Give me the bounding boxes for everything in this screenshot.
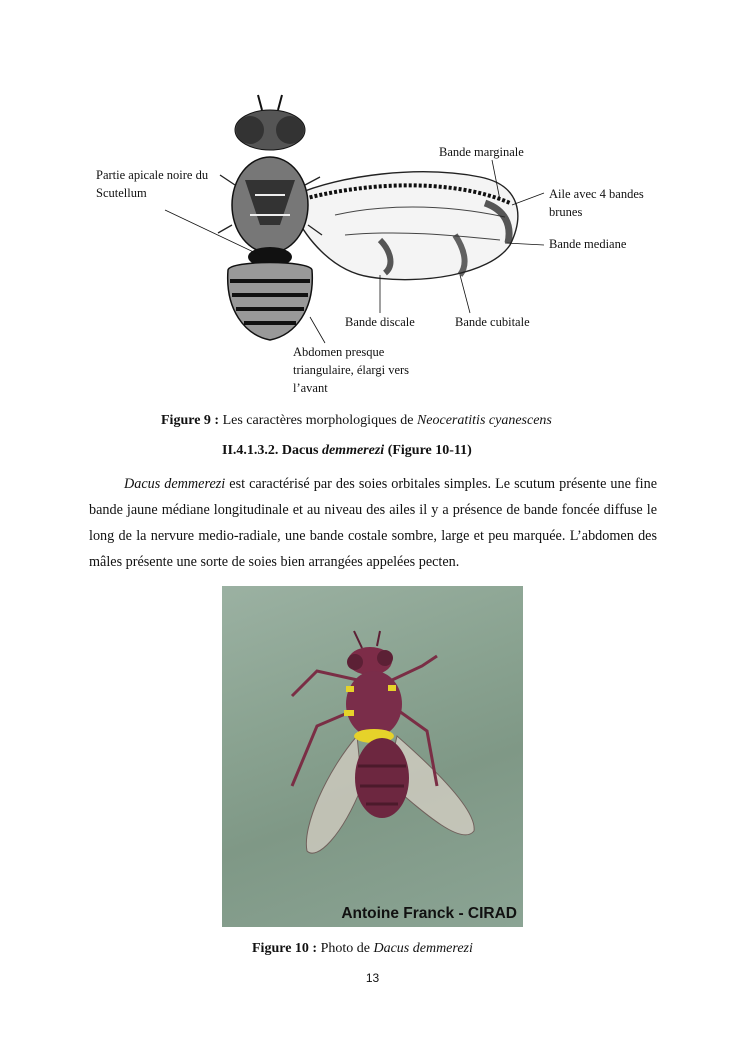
label-bande-discale: Bande discale	[345, 315, 415, 329]
label-abdomen: Abdomen presque triangulaire, élargi vers l’avant	[293, 345, 410, 395]
figure-10-caption-text: Photo de	[320, 941, 370, 956]
section-heading-species: demmerezi	[321, 443, 385, 458]
label-bande-cubitale: Bande cubitale	[455, 315, 530, 329]
section-heading-ref: (Figure 10-11)	[387, 443, 472, 458]
fly-photo-illustration	[222, 586, 523, 927]
photo-credit: Antoine Franck - CIRAD	[341, 905, 517, 922]
figure-9-caption	[161, 413, 552, 429]
paragraph-species: Dacus demmerezi	[124, 476, 226, 492]
figure-10-caption	[252, 941, 473, 957]
section-heading-number: II.4.1.3.2. Dacus	[222, 443, 319, 458]
section-heading	[222, 443, 472, 459]
figure-9-caption-species: Neoceratitis cyanescens	[416, 413, 552, 428]
label-aile-4-bandes: Aile avec 4 bandes brunes	[549, 187, 644, 219]
figure-9-caption-prefix: Figure 9 :	[161, 413, 220, 428]
label-bande-mediane: Bande mediane	[549, 237, 627, 251]
body-paragraph	[89, 471, 657, 575]
paragraph-text: est caractérisé par des soies orbitales simples. Le scutum présente une fine bande jaune médiane longitudinale et au niveau des ailes il y a présence de bande foncée diffuse le long de la nervure medio-radiale, une bande costale sombre, large et peu marquée. L’abdomen des mâles présente une sorte de soies bien arrangées appelées pecten.	[89, 476, 658, 570]
figure-9-caption-text: Les caractères morphologiques de	[222, 413, 414, 428]
label-bande-marginale: Bande marginale	[439, 145, 524, 159]
figure-10-caption-species: Dacus demmerezi	[373, 941, 473, 956]
page-number: 13	[365, 971, 380, 985]
figure-10-photo	[222, 586, 523, 927]
figure-10-caption-prefix: Figure 10 :	[252, 941, 318, 956]
label-partie-apicale: Partie apicale noire du Scutellum	[96, 168, 209, 200]
